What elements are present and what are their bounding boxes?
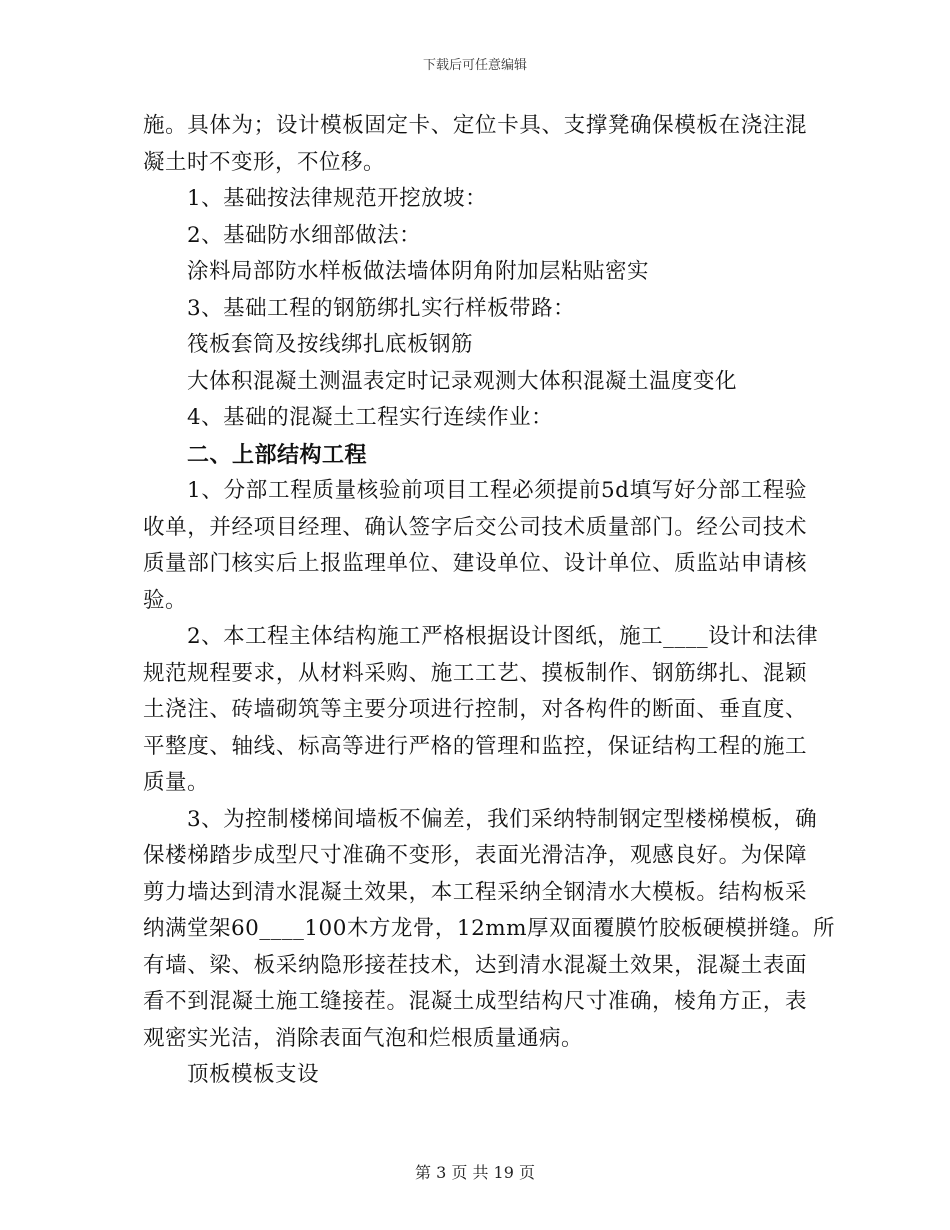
text-line: 有墙、梁、板采纳隐形接茬技术，达到清水混凝土效果，混凝土表面 [143, 952, 807, 978]
text-line: 保楼梯踏步成型尺寸准确不变形，表面光滑洁净，观感良好。为保障 [143, 843, 807, 868]
page-number: 第 3 页 共 19 页 [415, 1163, 535, 1182]
text-line: 土浇注、砖墙砌筑等主要分项进行控制，对各构件的断面、垂直度、 [143, 697, 807, 722]
page-header: 下载后可任意编辑 [422, 58, 527, 73]
text-line: 观密实光洁，消除表面气泡和烂根质量通病。 [143, 1025, 584, 1051]
text-line: 施。具体为；设计模板固定卡、定位卡具、支撑凳确保模板在浇注混 [143, 113, 807, 138]
text-line: 看不到混凝土施工缝接茬。混凝土成型结构尺寸准确，棱角方正，表 [143, 989, 807, 1014]
text-line: 筏板套筒及按线绑扎底板钢筋 [187, 332, 474, 357]
text-line: 质量部门核实后上报监理单位、建设单位、设计单位、质监站申请核 [143, 551, 807, 576]
text-line: 顶板模板支设 [187, 1062, 320, 1087]
text-line: 收单，并经项目经理、确认签字后交公司技术质量部门。经公司技术 [143, 514, 807, 540]
list-item: 3、基础工程的钢筋绑扎实行样板带路： [187, 295, 576, 321]
text-line: 剪力墙达到清水混凝土效果，本工程采纳全钢清水大模板。结构板采 [143, 879, 807, 905]
text-line: 质量。 [143, 770, 210, 795]
list-item: 4、基础的混凝土工程实行连续作业： [187, 405, 554, 430]
text-line: 验。 [143, 587, 188, 613]
text-line: 涂料局部防水样板做法墙体阴角附加层粘贴密实 [187, 259, 650, 284]
text-line: 大体积混凝土测温表定时记录观测大体积混凝土温度变化 [187, 368, 738, 394]
text-line: 2、本工程主体结构施工严格根据设计图纸，施工____设计和法律 [187, 624, 819, 649]
text-line: 纳满堂架60____100木方龙骨，12mm厚双面覆膜竹胶板硬模拼缝。所 [143, 916, 836, 941]
document-body [143, 108, 836, 1094]
text-line: 平整度、轴线、标高等进行严格的管理和监控，保证结构工程的施工 [143, 733, 807, 759]
text-line: 规范规程要求，从材料采购、施工工艺、摸板制作、钢筋绑扎、混颖 [143, 660, 807, 686]
text-line: 凝土时不变形，不位移。 [143, 149, 386, 175]
list-item: 1、基础按法律规范开挖放坡： [187, 186, 488, 211]
section-heading: 二、上部结构工程 [187, 441, 368, 468]
text-line: 1、分部工程质量核验前项目工程必须提前5d填写好分部工程验 [187, 478, 807, 503]
text-line: 3、为控制楼梯间墙板不偏差，我们采纳特制钢定型楼梯模板，确 [187, 806, 818, 832]
list-item: 2、基础防水细部做法： [187, 222, 422, 248]
